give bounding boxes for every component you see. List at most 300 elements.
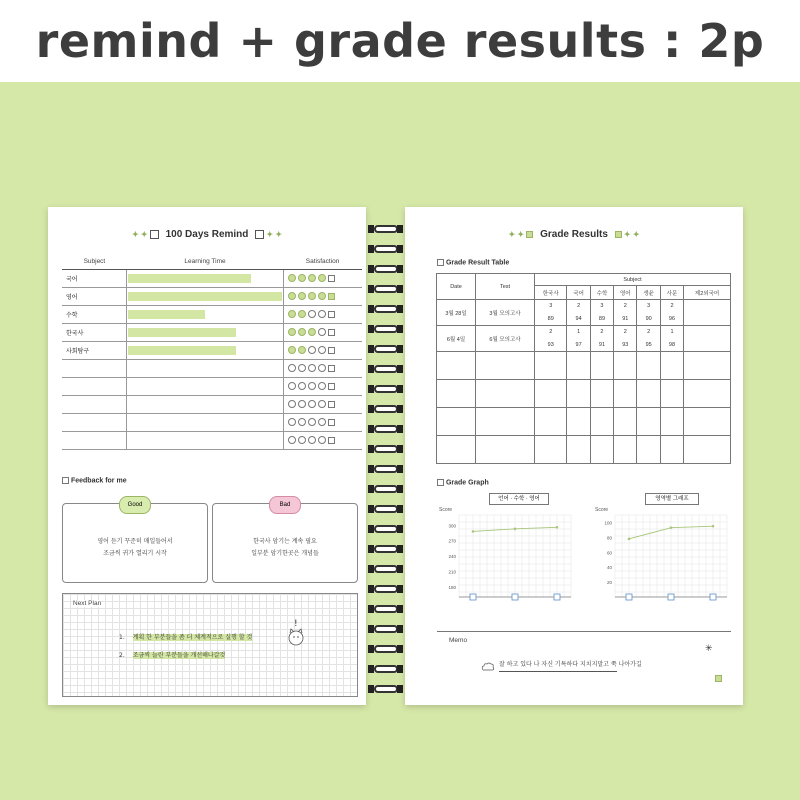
satisfaction-circle[interactable] xyxy=(288,292,296,300)
bad-text-2: 일부분 암기한곳은 개념들 xyxy=(251,550,319,557)
col-subject: Subject xyxy=(62,255,127,269)
empty-grade-row xyxy=(437,380,731,408)
x-marker xyxy=(512,594,518,600)
learning-time-bar xyxy=(128,310,205,319)
grade-value: 3 xyxy=(637,300,660,313)
binding-hole xyxy=(397,505,403,513)
remind-row xyxy=(62,413,362,431)
y-axis-label: Score xyxy=(439,507,453,513)
satisfaction-circle[interactable] xyxy=(298,346,306,354)
empty-cell xyxy=(590,436,613,464)
binding-hole xyxy=(368,465,374,473)
satisfaction-circle[interactable] xyxy=(308,364,316,372)
empty-cell xyxy=(614,436,637,464)
empty-cell xyxy=(660,380,683,408)
plan-text-1: 계획 한 부분들을 좀 더 체계적으로 실행 할 것 xyxy=(132,634,253,641)
satisfaction-circle[interactable] xyxy=(318,436,326,444)
remind-learning-time xyxy=(127,305,283,323)
binding-hole xyxy=(397,405,403,413)
svg-text:!: ! xyxy=(294,619,298,629)
satisfaction-circle[interactable] xyxy=(318,364,326,372)
grade-graph-title: Grade Graph xyxy=(445,479,489,487)
spiral-ring xyxy=(374,565,398,573)
score-value: 91 xyxy=(614,313,637,326)
empty-cell xyxy=(590,352,613,380)
remind-title: 100 Days Remind xyxy=(165,229,249,240)
satisfaction-square[interactable] xyxy=(328,401,335,408)
empty-cell xyxy=(660,436,683,464)
bad-label: Bad xyxy=(279,502,291,508)
empty-cell xyxy=(614,380,637,408)
empty-cell xyxy=(614,352,637,380)
grade-table-title: Grade Result Table xyxy=(445,259,510,267)
satisfaction-circle[interactable] xyxy=(298,310,306,318)
grade-value: 3 xyxy=(590,300,613,313)
score-value: 93 xyxy=(535,339,567,352)
score-value: 94 xyxy=(567,313,590,326)
learning-time-bar xyxy=(128,274,251,283)
header-banner xyxy=(0,0,800,82)
binding-hole xyxy=(368,565,374,573)
remind-subject: 사회탐구 xyxy=(62,341,127,359)
empty-cell xyxy=(535,380,567,408)
binding-hole xyxy=(397,565,403,573)
binding-hole xyxy=(368,525,374,533)
satisfaction-circle[interactable] xyxy=(318,310,326,318)
remind-learning-time xyxy=(127,359,283,377)
satisfaction-circle[interactable] xyxy=(308,328,316,336)
spiral-ring xyxy=(374,325,398,333)
col-subject: Subject xyxy=(535,274,731,286)
satisfaction-circle[interactable] xyxy=(288,418,296,426)
satisfaction-circle[interactable] xyxy=(298,328,306,336)
satisfaction-circle[interactable] xyxy=(318,274,326,282)
score-value: 93 xyxy=(614,339,637,352)
binding-hole xyxy=(368,365,374,373)
binding-hole xyxy=(368,685,374,693)
remind-satisfaction xyxy=(283,413,362,431)
satisfaction-circle[interactable] xyxy=(308,346,316,354)
empty-cell xyxy=(637,436,660,464)
satisfaction-square[interactable] xyxy=(328,347,335,354)
binding-hole xyxy=(397,245,403,253)
memo-divider xyxy=(437,631,731,632)
binding-hole xyxy=(397,325,403,333)
col-learning-time: Learning Time xyxy=(127,255,283,269)
binding-hole xyxy=(368,405,374,413)
y-tick-label: 60 xyxy=(606,550,612,556)
remind-row xyxy=(62,269,362,287)
subject-header: 수학 xyxy=(590,286,613,300)
spiral-ring xyxy=(374,345,398,353)
remind-row xyxy=(62,287,362,305)
empty-cell xyxy=(660,408,683,436)
satisfaction-circle[interactable] xyxy=(298,364,306,372)
plan-item-2 xyxy=(119,650,225,659)
empty-cell xyxy=(476,408,535,436)
binding-hole xyxy=(397,225,403,233)
empty-cell xyxy=(437,408,476,436)
remind-learning-time xyxy=(127,413,283,431)
binding-hole xyxy=(368,665,374,673)
empty-cell xyxy=(437,380,476,408)
remind-subject: 수학 xyxy=(62,305,127,323)
satisfaction-circle[interactable] xyxy=(308,400,316,408)
binding-hole xyxy=(397,285,403,293)
binding-hole xyxy=(397,685,403,693)
binding-hole xyxy=(368,325,374,333)
spiral-ring xyxy=(374,445,398,453)
y-axis-label: Score xyxy=(595,507,609,513)
satisfaction-circle[interactable] xyxy=(288,382,296,390)
feedback-header xyxy=(62,477,127,484)
grade-date: 3월 28일 xyxy=(437,300,476,326)
subject-header: 한국사 xyxy=(535,286,567,300)
remind-learning-time xyxy=(127,269,283,287)
remind-satisfaction xyxy=(283,323,362,341)
score-value xyxy=(684,313,731,326)
spiral-ring xyxy=(374,605,398,613)
next-plan-title: Next Plan xyxy=(73,600,102,607)
binding-hole xyxy=(368,265,374,273)
spiral-ring xyxy=(374,505,398,513)
grade-value: 2 xyxy=(660,300,683,313)
data-point xyxy=(670,526,673,529)
good-box xyxy=(62,503,208,583)
satisfaction-circle[interactable] xyxy=(298,418,306,426)
col-satisfaction: Satisfaction xyxy=(283,255,362,269)
data-point xyxy=(712,525,715,528)
spiral-ring xyxy=(374,665,398,673)
binding-hole xyxy=(368,625,374,633)
satisfaction-circle[interactable] xyxy=(288,346,296,354)
good-label: Good xyxy=(127,502,143,508)
data-point xyxy=(628,538,631,541)
remind-learning-time xyxy=(127,395,283,413)
grade-row xyxy=(437,326,731,339)
graph-2-title: 영역별 그래프 xyxy=(645,493,699,505)
remind-learning-time xyxy=(127,287,283,305)
grade-value: 2 xyxy=(637,326,660,339)
checkbox-icon[interactable] xyxy=(437,479,444,486)
binding-hole xyxy=(397,605,403,613)
score-value: 91 xyxy=(590,339,613,352)
graph-1-svg xyxy=(437,503,577,609)
grade-title: Grade Results xyxy=(540,229,608,240)
remind-satisfaction xyxy=(283,341,362,359)
right-page xyxy=(405,207,743,705)
satisfaction-circle[interactable] xyxy=(298,274,306,282)
empty-cell xyxy=(684,408,731,436)
binding-hole xyxy=(368,545,374,553)
x-marker xyxy=(470,594,476,600)
remind-subject xyxy=(62,413,127,431)
checkbox-icon[interactable] xyxy=(62,477,69,484)
satisfaction-circle[interactable] xyxy=(308,310,316,318)
grade-graph-header xyxy=(437,479,489,486)
binding-hole xyxy=(368,645,374,653)
grade-date: 6월 4일 xyxy=(437,326,476,352)
flower-icon xyxy=(526,231,533,238)
score-value: 95 xyxy=(637,339,660,352)
empty-cell xyxy=(567,352,590,380)
empty-cell xyxy=(437,436,476,464)
score-value xyxy=(684,339,731,352)
satisfaction-circle[interactable] xyxy=(318,400,326,408)
binding-hole xyxy=(397,645,403,653)
grade-result-table xyxy=(436,273,731,464)
flower-icon xyxy=(715,675,722,682)
score-value: 89 xyxy=(535,313,567,326)
y-tick-label: 20 xyxy=(606,580,612,586)
y-tick-label: 270 xyxy=(448,538,456,544)
bad-text-1: 한국사 암기는 계속 필요 xyxy=(253,538,317,545)
empty-cell xyxy=(535,352,567,380)
learning-time-bar xyxy=(128,292,281,301)
satisfaction-circle[interactable] xyxy=(318,382,326,390)
binding-hole xyxy=(397,545,403,553)
empty-cell xyxy=(567,408,590,436)
remind-row xyxy=(62,305,362,323)
y-tick-label: 240 xyxy=(448,554,456,559)
learning-time-bar xyxy=(128,328,235,337)
data-point xyxy=(514,528,517,531)
remind-satisfaction xyxy=(283,269,362,287)
binding-hole xyxy=(368,245,374,253)
empty-cell xyxy=(684,380,731,408)
satisfaction-circle[interactable] xyxy=(298,382,306,390)
satisfaction-circle[interactable] xyxy=(288,364,296,372)
score-value: 97 xyxy=(567,339,590,352)
subject-header: 국어 xyxy=(567,286,590,300)
plan-text-2: 조금씩 늘린 부분들을 개선해나갈것 xyxy=(132,652,226,659)
empty-cell xyxy=(637,408,660,436)
grade-test: 6월 모의고사 xyxy=(476,326,535,352)
satisfaction-square[interactable] xyxy=(328,329,335,336)
spiral-ring xyxy=(374,285,398,293)
remind-satisfaction xyxy=(283,305,362,323)
binding-hole xyxy=(368,445,374,453)
empty-cell xyxy=(637,352,660,380)
spiral-binding xyxy=(366,207,405,705)
score-value: 89 xyxy=(590,313,613,326)
spiral-ring xyxy=(374,465,398,473)
binding-hole xyxy=(368,425,374,433)
remind-learning-time xyxy=(127,377,283,395)
satisfaction-circle[interactable] xyxy=(308,436,316,444)
grade-title-row xyxy=(405,229,743,240)
satisfaction-circle[interactable] xyxy=(308,274,316,282)
y-tick-label: 210 xyxy=(448,569,456,575)
empty-cell xyxy=(590,408,613,436)
empty-cell xyxy=(590,380,613,408)
satisfaction-circle[interactable] xyxy=(318,346,326,354)
col-test: Test xyxy=(476,274,535,300)
binding-hole xyxy=(368,505,374,513)
spiral-ring xyxy=(374,305,398,313)
empty-cell xyxy=(660,352,683,380)
spiral-ring xyxy=(374,545,398,553)
grade-table-header xyxy=(437,259,509,266)
empty-cell xyxy=(535,436,567,464)
graph-2-svg xyxy=(593,503,733,609)
satisfaction-square[interactable] xyxy=(328,275,335,282)
cat-doodle-icon xyxy=(285,618,307,648)
sparkle-icon: ✦ ✦ xyxy=(264,230,283,239)
binding-hole xyxy=(368,605,374,613)
satisfaction-circle[interactable] xyxy=(318,418,326,426)
score-value: 98 xyxy=(660,339,683,352)
grade-test: 3월 모의고사 xyxy=(476,300,535,326)
flower-icon xyxy=(615,231,622,238)
satisfaction-square[interactable] xyxy=(328,365,335,372)
grade-value: 2 xyxy=(614,300,637,313)
y-tick-label: 100 xyxy=(604,520,612,526)
remind-subject: 국어 xyxy=(62,269,127,287)
bad-box xyxy=(212,503,358,583)
remind-subject xyxy=(62,431,127,449)
graph-1-title: 언어 · 수학 · 영어 xyxy=(489,493,549,505)
remind-subject xyxy=(62,395,127,413)
empty-cell xyxy=(614,408,637,436)
y-tick-label: 40 xyxy=(606,565,612,571)
star-doodle-icon: ✳ xyxy=(705,643,713,653)
empty-cell xyxy=(476,352,535,380)
satisfaction-square[interactable] xyxy=(328,437,335,444)
remind-row xyxy=(62,431,362,449)
remind-table xyxy=(62,255,362,450)
binding-hole xyxy=(397,485,403,493)
empty-cell xyxy=(476,380,535,408)
spiral-ring xyxy=(374,645,398,653)
good-flower-icon xyxy=(119,496,151,514)
data-point xyxy=(472,530,475,533)
x-marker xyxy=(554,594,560,600)
binding-hole xyxy=(368,285,374,293)
empty-cell xyxy=(437,352,476,380)
x-marker xyxy=(710,594,716,600)
satisfaction-circle[interactable] xyxy=(288,310,296,318)
plan-num-2: 2. xyxy=(119,652,125,659)
satisfaction-square[interactable] xyxy=(328,311,335,318)
grade-value: 3 xyxy=(535,300,567,313)
remind-subject: 한국사 xyxy=(62,323,127,341)
binding-hole xyxy=(397,385,403,393)
binding-hole xyxy=(397,525,403,533)
next-plan-box xyxy=(62,593,358,697)
grade-value: 2 xyxy=(535,326,567,339)
satisfaction-circle[interactable] xyxy=(288,436,296,444)
satisfaction-circle[interactable] xyxy=(298,400,306,408)
satisfaction-circle[interactable] xyxy=(318,292,326,300)
satisfaction-circle[interactable] xyxy=(288,328,296,336)
good-text-2: 조금씩 귀가 열리기 시작 xyxy=(103,550,167,557)
satisfaction-circle[interactable] xyxy=(288,274,296,282)
satisfaction-square[interactable] xyxy=(328,419,335,426)
remind-title-row xyxy=(48,229,366,240)
plan-num-1: 1. xyxy=(119,634,125,641)
score-value: 96 xyxy=(660,313,683,326)
grade-value xyxy=(684,326,731,339)
remind-row xyxy=(62,395,362,413)
remind-subject xyxy=(62,359,127,377)
binding-hole xyxy=(397,625,403,633)
remind-row xyxy=(62,323,362,341)
learning-time-bar xyxy=(128,346,235,355)
satisfaction-circle[interactable] xyxy=(298,292,306,300)
remind-row xyxy=(62,377,362,395)
remind-learning-time xyxy=(127,341,283,359)
remind-satisfaction xyxy=(283,287,362,305)
satisfaction-square[interactable] xyxy=(328,293,335,300)
binding-hole xyxy=(397,345,403,353)
empty-grade-row xyxy=(437,408,731,436)
remind-subject: 영어 xyxy=(62,287,127,305)
remind-satisfaction xyxy=(283,395,362,413)
spiral-ring xyxy=(374,485,398,493)
col-date: Date xyxy=(437,274,476,300)
memo-text: 잘 하고 있다 나 자신 기특하다 지치지말고 쭉 나아가길 xyxy=(499,661,642,668)
empty-cell xyxy=(535,408,567,436)
subject-header: 제2외국어 xyxy=(684,286,731,300)
x-marker xyxy=(668,594,674,600)
satisfaction-circle[interactable] xyxy=(308,418,316,426)
memo-underline xyxy=(499,671,617,672)
spiral-ring xyxy=(374,425,398,433)
satisfaction-circle[interactable] xyxy=(298,436,306,444)
spiral-ring xyxy=(374,365,398,373)
subject-header: 사문 xyxy=(660,286,683,300)
empty-cell xyxy=(567,380,590,408)
binding-hole xyxy=(397,305,403,313)
y-tick-label: 180 xyxy=(448,584,456,590)
binding-hole xyxy=(368,345,374,353)
spiral-ring xyxy=(374,265,398,273)
good-text-1: 영어 듣기 꾸준히 매일들어서 xyxy=(97,538,173,545)
empty-cell xyxy=(637,380,660,408)
grade-value: 2 xyxy=(614,326,637,339)
spiral-ring xyxy=(374,685,398,693)
satisfaction-square[interactable] xyxy=(328,383,335,390)
square-icon xyxy=(150,230,159,239)
sparkle-icon: ✦ ✦ xyxy=(508,230,527,239)
header-title: remind + grade results : 2p xyxy=(35,14,765,68)
spiral-ring xyxy=(374,625,398,633)
spiral-ring xyxy=(374,525,398,533)
score-value: 90 xyxy=(637,313,660,326)
grade-value: 1 xyxy=(567,326,590,339)
cloud-doodle-icon xyxy=(481,659,495,669)
binding-hole xyxy=(368,385,374,393)
spiral-ring xyxy=(374,585,398,593)
spiral-ring xyxy=(374,385,398,393)
empty-cell xyxy=(476,436,535,464)
graph-2 xyxy=(593,493,733,609)
binding-hole xyxy=(368,305,374,313)
binding-hole xyxy=(368,225,374,233)
binding-hole xyxy=(397,585,403,593)
satisfaction-circle[interactable] xyxy=(308,292,316,300)
satisfaction-circle[interactable] xyxy=(308,382,316,390)
satisfaction-circle[interactable] xyxy=(288,400,296,408)
feedback-title: Feedback for me xyxy=(70,477,127,485)
empty-cell xyxy=(567,436,590,464)
checkbox-icon[interactable] xyxy=(437,259,444,266)
sparkle-icon: ✦ ✦ xyxy=(131,230,150,239)
y-tick-label: 80 xyxy=(606,535,612,541)
remind-row xyxy=(62,359,362,377)
satisfaction-circle[interactable] xyxy=(318,328,326,336)
